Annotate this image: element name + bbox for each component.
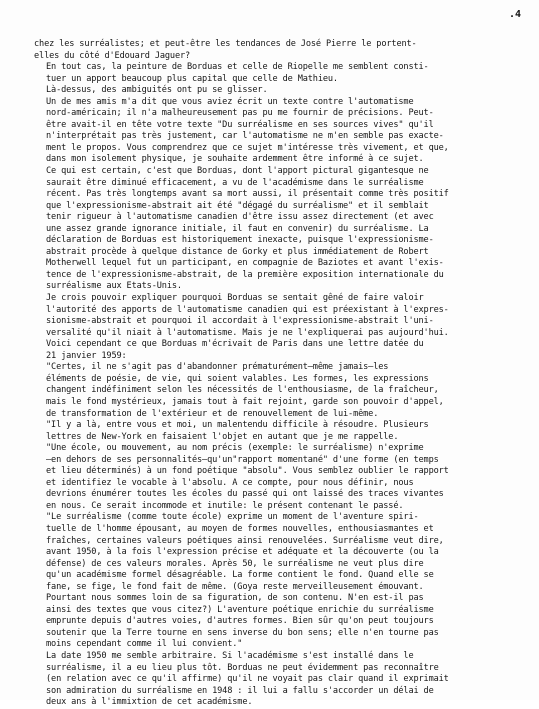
- text-line: défense) de ces valeurs morales. Après 50, le surréalisme ne veut plus dire: [46, 558, 424, 569]
- text-line: Motherwell lequel fut un participant, en compagnie de Baziotes et avant l'exis-: [46, 258, 444, 269]
- text-line: versalité qu'il niait à l'automatisme. Mais je ne l'expliquerai pas aujourd'hui.: [46, 327, 449, 338]
- text-line: elles du côté d'Edouard Jaguer?: [34, 50, 191, 61]
- paragraph: [34, 651, 532, 709]
- paragraph: [34, 62, 532, 85]
- paragraph: [34, 97, 532, 166]
- text-line: "Une école, ou mouvement, au nom précis (exemple: le surréalisme) n'exprime: [46, 443, 424, 454]
- paragraph: [34, 443, 532, 512]
- text-line: mais le fond mystérieux, jamais tout à fait rejoint, garde son pouvoir d'appel,: [46, 396, 444, 407]
- text-line: deux ans à l'immixtion de cet académisme.: [46, 697, 253, 708]
- text-line: tence de l'expressionisme-abstrait, de la première exposition internationale du: [46, 269, 444, 280]
- text-line: Je crois pouvoir expliquer pourquoi Borduas se sentait gêné de faire valoir: [46, 293, 424, 304]
- text-line: nord-américain; il n'a malheureusement pas pu me fournir de précisions. Peut-: [46, 108, 434, 119]
- text-line: n'interprétait pas très justement, car l'automatisme ne m'en semble pas exacte-: [46, 131, 444, 142]
- text-line: et lieu déterminés) à un fond poétique "absolu". Vous semblez oublier le rapport: [46, 466, 449, 477]
- text-line: dans mon isolement physique, je souhaite ardemment être informé à ce sujet.: [46, 154, 424, 165]
- text-line: changent indéfiniment selon les nécessités de l'enthousiasme, de la fraîcheur,: [46, 385, 439, 396]
- text-line: de transformation de l'extérieur et de renouvellement de lui-même.: [46, 408, 379, 419]
- text-line: une assez grande ignorance initiale, il faut en convenir) du surréalisme. La: [46, 223, 429, 234]
- paragraph: [34, 293, 532, 339]
- paragraph: [34, 339, 532, 362]
- paragraph: [34, 85, 532, 97]
- text-line: Ce qui est certain, c'est que Borduas, dont l'apport pictural gigantesque ne: [46, 166, 429, 177]
- text-line: ment le propos. Vous comprendrez que ce sujet m'intéresse très vivement, et que,: [46, 142, 449, 153]
- text-line: emprunte depuis d'autres voies, d'autres formes. Bien sûr qu'on peut toujours: [46, 616, 434, 627]
- letter-body: [34, 39, 532, 709]
- text-line: éléments de poésie, de vie, qui soient valables. Les formes, les expressions: [46, 373, 429, 384]
- text-line: fraîches, certaines valeurs poétiques ainsi renouvelées. Surréalisme veut dire,: [46, 535, 444, 546]
- paragraph: [34, 166, 532, 293]
- text-line: avant 1950, à la fois l'expression précise et adéquate et la découverte (ou la: [46, 547, 439, 558]
- text-line: Voici cependant ce que Borduas m'écrivait de Paris dans une lettre datée du: [46, 339, 424, 350]
- text-line: que l'expressionisme-abstrait ait été "dégagé du surréalisme" et il semblait: [46, 200, 429, 211]
- page-number: .4: [508, 9, 521, 20]
- text-line: surréalisme aux Etats-Unis.: [46, 281, 182, 292]
- text-line: Un de mes amis m'a dit que vous aviez écrit un texte contre l'automatisme: [46, 96, 414, 107]
- text-line: saurait être diminué efficacement, a vu de l'académisme dans le surréalisme: [46, 177, 424, 188]
- paragraph: [34, 39, 532, 62]
- text-line: "Certes, il ne s'agit pas d'abandonner prématurément—même jamais—les: [46, 362, 389, 373]
- text-line: l'autorité des apports de l'automatisme canadien qui est préexistant à l'expres-: [46, 304, 449, 315]
- text-line: ainsi des textes que vous citez?) L'aventure poétique enrichie du surréalisme: [46, 604, 434, 615]
- text-line: chez les surréalistes; et peut-être les tendances de José Pierre le portent-: [34, 39, 417, 49]
- paragraph: [34, 512, 532, 651]
- text-line: fane, se fige, le fond fait de même. (Goya reste merveilleusement émouvant.: [46, 581, 424, 592]
- text-line: son admiration du surréalisme en 1948 : il lui a fallu s'accorder un délai de: [46, 685, 434, 696]
- text-line: —en dehors de ses personnalités—qu'un"rapport momentané" d'une forme (en temps: [46, 454, 439, 465]
- text-line: tuer un apport beaucoup plus capital que celle de Mathieu.: [46, 73, 338, 84]
- text-line: déclaration de Borduas est historiquement inexacte, puisque l'expressionisme-: [46, 235, 434, 246]
- text-line: qu'un académisme formel désagréable. La forme contient le fond. Quand elle se: [46, 570, 434, 581]
- text-line: récent. Pas très longtemps avant sa mort aussi, il présentait comme très positif: [46, 189, 449, 200]
- text-line: Pourtant nous sommes loin de sa figuration, de son contenu. N'en est-il pas: [46, 593, 424, 604]
- text-line: en nous. Ce serait incommode et inutile: le présent contenant le passé.: [46, 500, 404, 511]
- text-line: En tout cas, la peinture de Borduas et celle de Riopelle me semblent consti-: [46, 62, 429, 73]
- text-line: (en relation avec ce qu'il affirme) qu'il ne voyait pas clair quand il exprimait: [46, 674, 449, 685]
- text-line: "Il y a là, entre vous et moi, un malentendu difficile à résoudre. Plusieurs: [46, 420, 429, 431]
- text-line: devrions énumérer toutes les écoles du passé qui ont laissé des traces vivantes: [46, 489, 444, 500]
- text-line: La date 1950 me semble arbitraire. Si l'académisme s'est installé dans le: [46, 650, 414, 661]
- text-line: tuelle de l'homme épousant, au moyen de formes nouvelles, enthousiasmantes et: [46, 523, 434, 534]
- text-line: Là-dessus, des ambiguités ont pu se glisser.: [46, 85, 268, 96]
- text-line: tenir rigueur à l'automatisme canadien d'être issu assez directement (et avec: [46, 212, 434, 223]
- paragraph: [34, 362, 532, 420]
- text-line: moins cependant comme il lui convient.": [46, 639, 243, 650]
- text-line: soutenir que la Terre tourne en sens inverse du bon sens; elle n'en tourne pas: [46, 627, 439, 638]
- text-line: surréalisme, il a eu lieu plus tôt. Borduas ne peut évidemment pas reconnaître: [46, 662, 439, 673]
- text-line: lettres de New-York en faisaient l'objet en autant que je me rappelle.: [46, 431, 399, 442]
- text-line: abstrait procède à quelque distance de Gorky et plus immédiatement de Robert: [46, 246, 429, 257]
- text-line: 21 janvier 1959:: [46, 350, 127, 361]
- text-line: être avait-il en tête votre texte "Du surréalisme en ses sources vives" qu'il: [46, 119, 434, 130]
- paragraph: [34, 420, 532, 443]
- text-line: "Le surréalisme (comme toute école) exprime un moment de l'aventure spiri-: [46, 512, 419, 523]
- text-line: et identifiez le vocable à l'absolu. A ce compte, pour nous définir, nous: [46, 477, 414, 488]
- text-line: sionisme-abstrait et pourquoi il accordait à l'expressionisme-abstrait l'uni-: [46, 316, 434, 327]
